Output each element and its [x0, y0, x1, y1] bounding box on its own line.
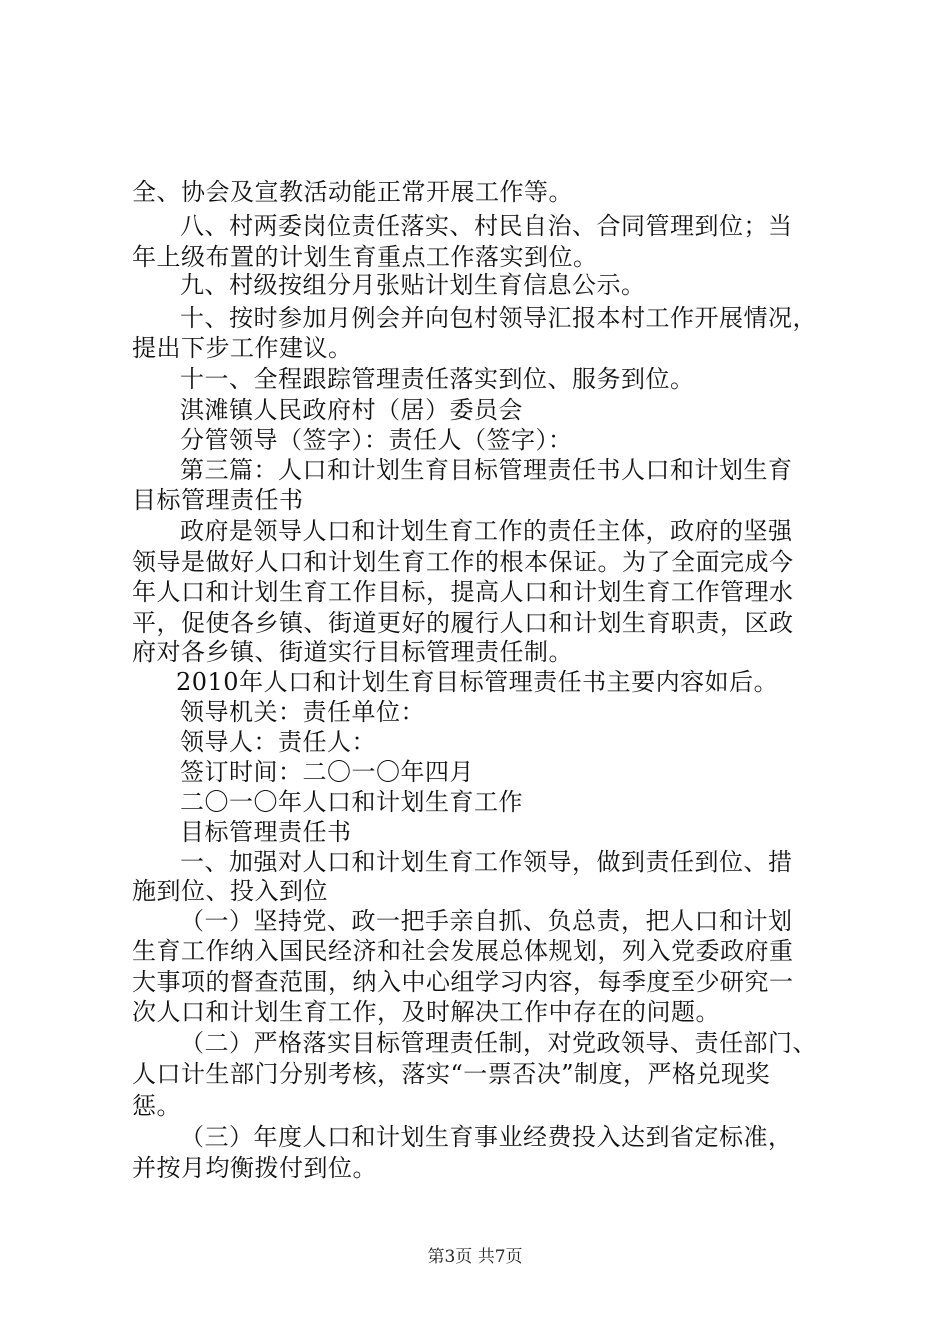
text-line: 领导机关：责任单位： — [180, 698, 425, 726]
text-line: 并按月均衡拨付到位。 — [132, 1154, 377, 1182]
text-line: 目标管理责任书 — [132, 486, 304, 514]
text-line: 签订时间：二〇一〇年四月 — [180, 758, 474, 786]
text-line: 惩。 — [132, 1092, 181, 1120]
text-line: 年人口和计划生育工作目标，提高人口和计划生育工作管理水 — [132, 578, 794, 606]
text-line: 2010年人口和计划生育目标管理责任书主要内容如后。 — [176, 668, 779, 696]
text-line: 领导人：责任人： — [180, 728, 376, 756]
text-line: 全、协会及宣教活动能正常开展工作等。 — [132, 178, 573, 206]
text-line: 府对各乡镇、街道实行目标管理责任制。 — [132, 638, 573, 666]
text-line: 人口计生部门分别考核，落实“一票否决”制度，严格兑现奖 — [132, 1060, 771, 1088]
page-number-footer: 第3页 共7页 — [427, 1247, 523, 1267]
text-line: 十一、全程跟踪管理责任落实到位、服务到位。 — [180, 365, 695, 393]
text-line: （三）年度人口和计划生育事业经费投入达到省定标准， — [180, 1123, 793, 1151]
text-line: 第三篇：人口和计划生育目标管理责任书人口和计划生育 — [180, 456, 793, 484]
text-line: 提出下步工作建议。 — [132, 334, 353, 362]
text-line: 生育工作纳入国民经济和社会发展总体规划，列入党委政府重 — [132, 937, 794, 965]
text-line: 一、加强对人口和计划生育工作领导，做到责任到位、措 — [180, 848, 793, 876]
text-line: 目标管理责任书 — [180, 818, 352, 846]
text-line: 领导是做好人口和计划生育工作的根本保证。为了全面完成今 — [132, 548, 794, 576]
text-line: 二〇一〇年人口和计划生育工作 — [180, 788, 523, 816]
text-line: 八、村两委岗位责任落实、村民自治、合同管理到位；当 — [180, 212, 793, 240]
text-line: 施到位、投入到位 — [132, 877, 328, 905]
text-line: 次人口和计划生育工作，及时解决工作中存在的问题。 — [132, 998, 720, 1026]
text-line: 淇滩镇人民政府村（居）委员会 — [180, 396, 523, 424]
text-line: 大事项的督查范围，纳入中心组学习内容，每季度至少研究一 — [132, 968, 794, 996]
text-line: （一）坚持党、政一把手亲自抓、负总责，把人口和计划 — [180, 907, 793, 935]
text-line: 十、按时参加月例会并向包村领导汇报本村工作开展情况， — [180, 304, 817, 332]
text-line: 分管领导（签字）：责任人（签字）： — [180, 426, 573, 454]
text-line: 年上级布置的计划生育重点工作落实到位。 — [132, 243, 598, 271]
text-line: 九、村级按组分月张贴计划生育信息公示。 — [180, 271, 646, 299]
text-line: 政府是领导人口和计划生育工作的责任主体，政府的坚强 — [180, 517, 793, 545]
text-line: （二）严格落实目标管理责任制，对党政领导、责任部门、 — [180, 1029, 817, 1057]
text-line: 平，促使各乡镇、街道更好的履行人口和计划生育职责，区政 — [132, 609, 794, 637]
